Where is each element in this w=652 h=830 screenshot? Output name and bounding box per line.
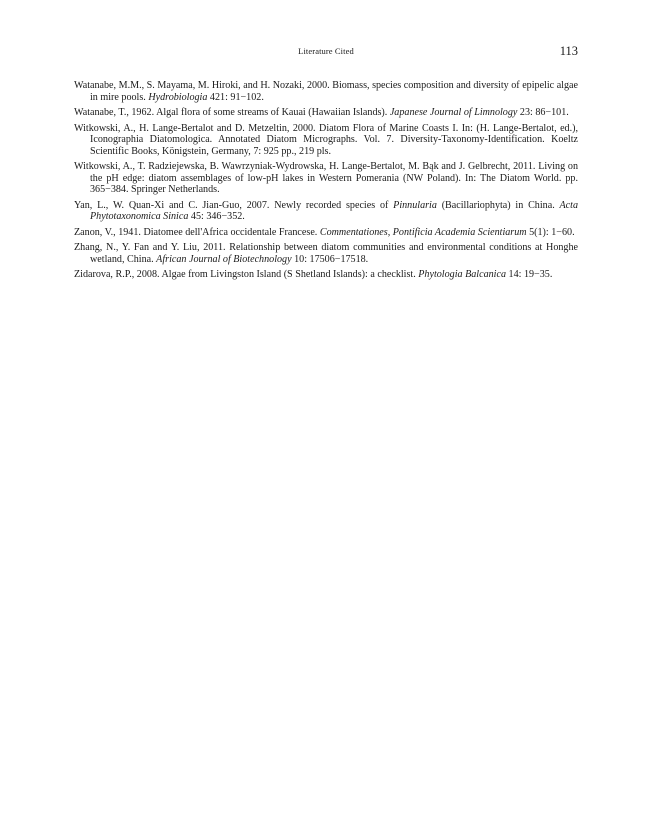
reference-entry [74,227,578,239]
reference-text: Zhang, N., Y. Fan and Y. Liu, 2011. Relationship between diatom communities and environmental conditions at Honghe wetland, China. [74,242,578,265]
reference-text: Zanon, V., 1941. Diatomee dell'Africa occidentale Francese. [74,226,320,238]
reference-text: Zidarova, R.P., 2008. Algae from Livingston Island (S Shetland Islands): a checklist. [74,269,419,280]
reference-citation: 5(1): 1−60. [526,226,575,238]
journal-title: Japanese Journal of Limnology [389,107,518,118]
reference-entry [74,200,578,223]
journal-title: Commentationes, Pontificia Academia Scientiarum [319,226,527,238]
journal-title: African Journal of Biotechnology [156,253,292,265]
reference-entry [74,123,578,158]
reference-citation: 45: 346−352. [188,211,245,222]
reference-text: Yan, L., W. Quan-Xi and C. Jian-Guo, 2007. Newly recorded species of [74,199,394,211]
running-head [74,46,578,60]
running-title: Literature Cited [298,46,354,56]
reference-entry [74,107,578,119]
page-number: 113 [559,44,578,58]
reference-text: Watanabe, M.M., S. Mayama, M. Hiroki, and H. Nozaki, 2000. Biomass, species composition and diversity of epipelic algae in mire pools. [74,80,578,103]
journal-title: Phytologia Balcanica [418,269,507,280]
genus-name: Pinnularia [393,199,437,211]
reference-text: Watanabe, T., 1962. Algal flora of some streams of Kauai (Hawaiian Islands). [74,107,390,118]
reference-citation: 421: 91−102. [207,91,264,103]
journal-title: Hydrobiologia [148,91,208,103]
reference-citation: 10: 17506−17518. [291,253,369,265]
reference-entry [74,242,578,265]
reference-text: Witkowski, A., H. Lange-Bertalot and D. Metzeltin, 2000. Diatom Flora of Marine Coasts I. In: (H. Lange-Bertalot, ed.), Iconographia Diatomologica. Annotated Diatom Micrographs. Vol. 7. Diversity-Taxonomy-Identification. Koeltz Scientific Books, Königstein, Germany, 7: 925 pp., 219 pls. [74,122,578,157]
journal-title: Acta Phytotaxonomica Sinica [90,199,579,222]
reference-citation: 14: 19−35. [506,269,553,280]
reference-citation: 23: 86−101. [517,107,569,118]
reference-entry [74,269,578,281]
reference-text: Witkowski, A., T. Radziejewska, B. Wawrzyniak-Wydrowska, H. Lange-Bertalot, M. Bąk and J. Gelbrecht, 2011. Living on the pH edge: diatom assemblages of low-pH lakes in Western Pomerania (NW Poland). In: The Diatom World. pp. 365−384. Springer Netherlands. [74,161,578,195]
reference-text-continued: (Bacillariophyta) in China. [436,199,560,211]
reference-entry [74,161,578,196]
reference-list [74,80,578,285]
reference-entry [74,80,578,103]
